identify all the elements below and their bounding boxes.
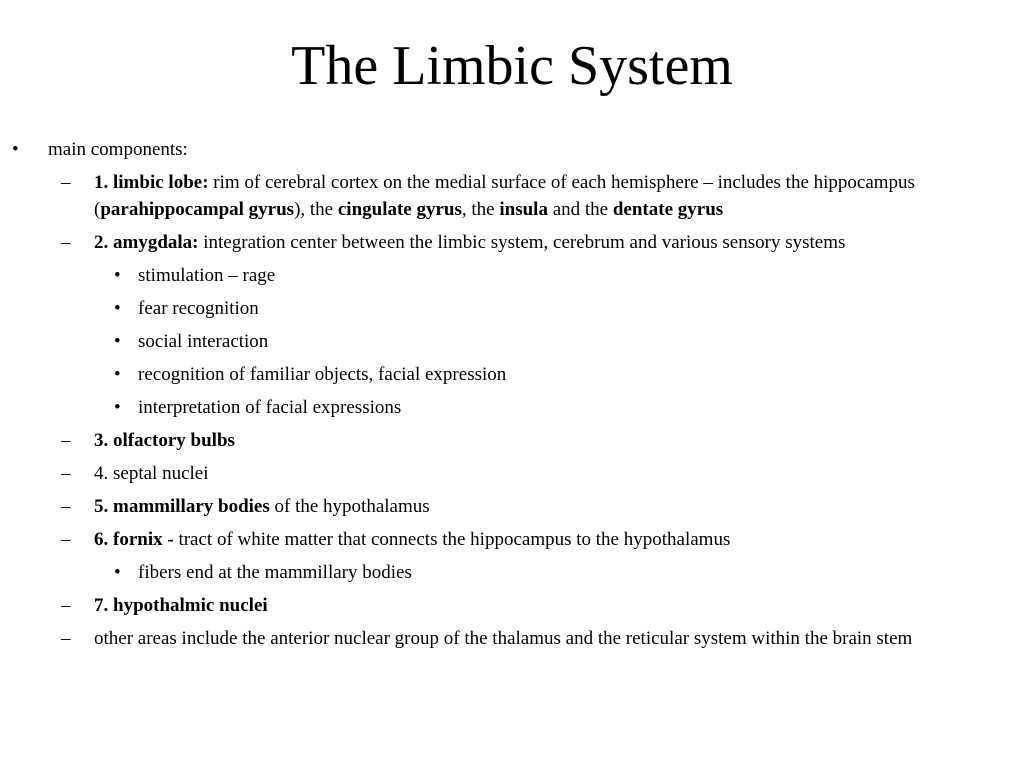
other-areas-text: other areas include the anterior nuclear group of the thalamus and the reticular system within the brain stem	[94, 628, 913, 649]
amygdala-subitem	[0, 328, 1024, 355]
amygdala-subitem-text: social interaction	[138, 331, 269, 352]
bullet-marker: •	[114, 562, 121, 583]
list-item-mammillary-bodies	[0, 493, 1024, 520]
list-item-olfactory-bulbs	[0, 427, 1024, 454]
dash-marker: –	[61, 172, 71, 193]
dash-marker: –	[61, 628, 71, 649]
amygdala-subitem-text: fear recognition	[138, 298, 259, 319]
list-item-hypothalmic-nuclei	[0, 592, 1024, 619]
insula-term: insula	[499, 199, 548, 220]
mammillary-term: 5. mammillary bodies	[94, 496, 270, 517]
fornix-desc: tract of white matter that connects the hippocampus to the hypothalamus	[178, 529, 731, 550]
bullet-marker: •	[12, 139, 19, 160]
dash-marker: –	[61, 496, 71, 517]
slide-content	[0, 136, 1024, 658]
list-item-septal-nuclei	[0, 460, 1024, 487]
amygdala-subitem-text: stimulation – rage	[138, 265, 276, 286]
dash-marker: –	[61, 232, 71, 253]
list-item-fornix	[0, 526, 1024, 553]
bullet-marker: •	[114, 397, 121, 418]
slide-title: The Limbic System	[291, 35, 733, 97]
amygdala-subitem	[0, 262, 1024, 289]
cingulate-term: cingulate gyrus	[337, 199, 462, 220]
bullet-marker: •	[114, 364, 121, 385]
fornix-subitem-text: fibers end at the mammillary bodies	[138, 562, 412, 583]
mammillary-desc: of the hypothalamus	[269, 496, 430, 517]
list-item-limbic-lobe	[0, 169, 1024, 223]
list-item-other-areas	[0, 625, 1024, 652]
bullet-marker: •	[114, 298, 121, 319]
limbic-lobe-desc: rim of cerebral cortex on the medial surface of each hemisphere – includes the hippocampus (	[94, 172, 915, 220]
bullet-main-components	[0, 136, 1024, 163]
amygdala-subitem	[0, 394, 1024, 421]
amygdala-subitem	[0, 361, 1024, 388]
bullet-marker: •	[114, 265, 121, 286]
bullet-marker: •	[114, 331, 121, 352]
parahippocampal-term: parahippocampal gyrus	[100, 199, 295, 220]
amygdala-desc: integration center between the limbic system, cerebrum and various sensory systems	[198, 232, 846, 253]
hypothalmic-term: 7. hypothalmic nuclei	[94, 595, 268, 616]
amygdala-term: 2. amygdala:	[94, 232, 199, 253]
limbic-lobe-text: ), the	[294, 199, 338, 220]
limbic-lobe-term: 1. limbic lobe:	[94, 172, 209, 193]
olfactory-term: 3. olfactory bulbs	[94, 430, 235, 451]
amygdala-subitem-text: interpretation of facial expressions	[138, 397, 402, 418]
dash-marker: –	[61, 529, 71, 550]
dentate-term: dentate gyrus	[612, 199, 724, 220]
dash-marker: –	[61, 430, 71, 451]
main-components-label: main components:	[48, 139, 188, 160]
septal-text: 4. septal nuclei	[94, 463, 209, 484]
dash-marker: –	[61, 463, 71, 484]
amygdala-subitem	[0, 295, 1024, 322]
fornix-term: 6. fornix -	[94, 529, 179, 550]
amygdala-subitem-text: recognition of familiar objects, facial expression	[138, 364, 507, 385]
list-item-amygdala	[0, 229, 1024, 256]
dash-marker: –	[61, 595, 71, 616]
fornix-subitem	[0, 559, 1024, 586]
limbic-lobe-text: and the	[547, 199, 613, 220]
limbic-lobe-text: , the	[461, 199, 500, 220]
